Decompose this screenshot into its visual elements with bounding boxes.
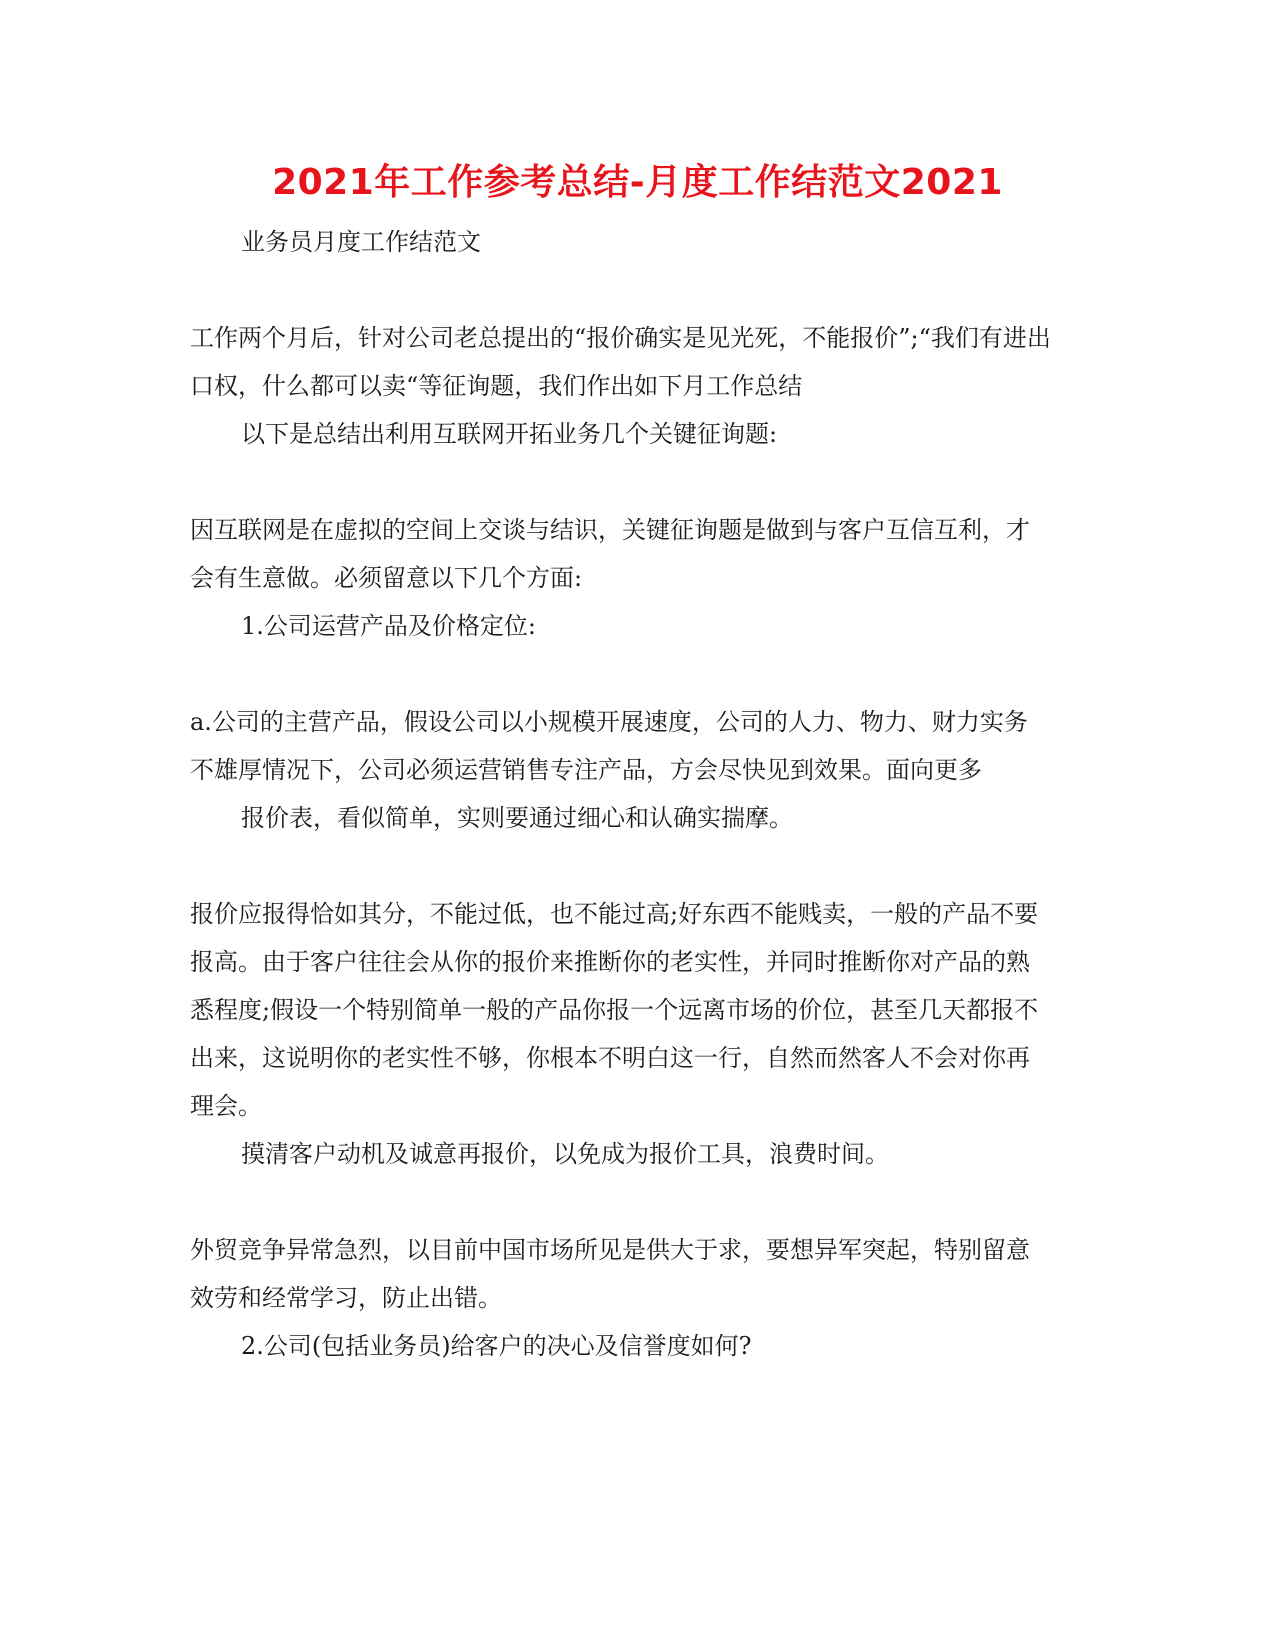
- text-line: 口权，什么都可以卖“等征询题，我们作出如下月工作总结: [190, 372, 803, 400]
- text-line: 摸清客户动机及诚意再报价，以免成为报价工具，浪费时间。: [241, 1140, 889, 1168]
- text-line: a.公司的主营产品，假设公司以小规模开展速度，公司的人力、物力、财力实务: [190, 708, 1028, 736]
- text-line: 会有生意做。必须留意以下几个方面:: [190, 564, 583, 592]
- paragraph-gap: [190, 842, 1085, 890]
- text-line: 理会。: [190, 1092, 262, 1120]
- document-title: 2021年工作参考总结-月度工作结范文2021: [272, 162, 1003, 203]
- text-line: 效劳和经常学习，防止出错。: [190, 1284, 502, 1312]
- paragraph-gap: [190, 1178, 1085, 1226]
- text-line: 报价应报得恰如其分，不能过低，也不能过高;好东西不能贱卖，一般的产品不要: [190, 900, 1039, 928]
- document-body: [190, 218, 1085, 1370]
- text-line: 出来，这说明你的老实性不够，你根本不明白这一行，自然而然客人不会对你再: [190, 1044, 1030, 1072]
- text-line: 以下是总结出利用互联网开拓业务几个关键征询题:: [241, 420, 778, 448]
- text-line: 工作两个月后，针对公司老总提出的“报价确实是见光死，不能报价”;“我们有进出: [190, 324, 1051, 352]
- paragraph-gap: [190, 458, 1085, 506]
- text-line: 报价表，看似简单，实则要通过细心和认确实揣摩。: [241, 804, 793, 832]
- paragraph-gap: [190, 266, 1085, 314]
- subtitle-line: 业务员月度工作结范文: [241, 228, 481, 256]
- text-line: 报高。由于客户往往会从你的报价来推断你的老实性，并同时推断你对产品的熟: [190, 948, 1030, 976]
- section-heading: 1.公司运营产品及价格定位:: [241, 612, 536, 640]
- text-line: 因互联网是在虚拟的空间上交谈与结识，关键征询题是做到与客户互信互利，才: [190, 516, 1030, 544]
- section-heading: 2.公司(包括业务员)给客户的决心及信誉度如何?: [241, 1332, 752, 1360]
- paragraph-gap: [190, 650, 1085, 698]
- text-line: 悉程度;假设一个特别简单一般的产品你报一个远离市场的价位，甚至几天都报不: [190, 996, 1039, 1024]
- text-line: 外贸竞争异常急烈，以目前中国市场所见是供大于求，要想异军突起，特别留意: [190, 1236, 1030, 1264]
- text-line: 不雄厚情况下，公司必须运营销售专注产品，方会尽快见到效果。面向更多: [190, 756, 982, 784]
